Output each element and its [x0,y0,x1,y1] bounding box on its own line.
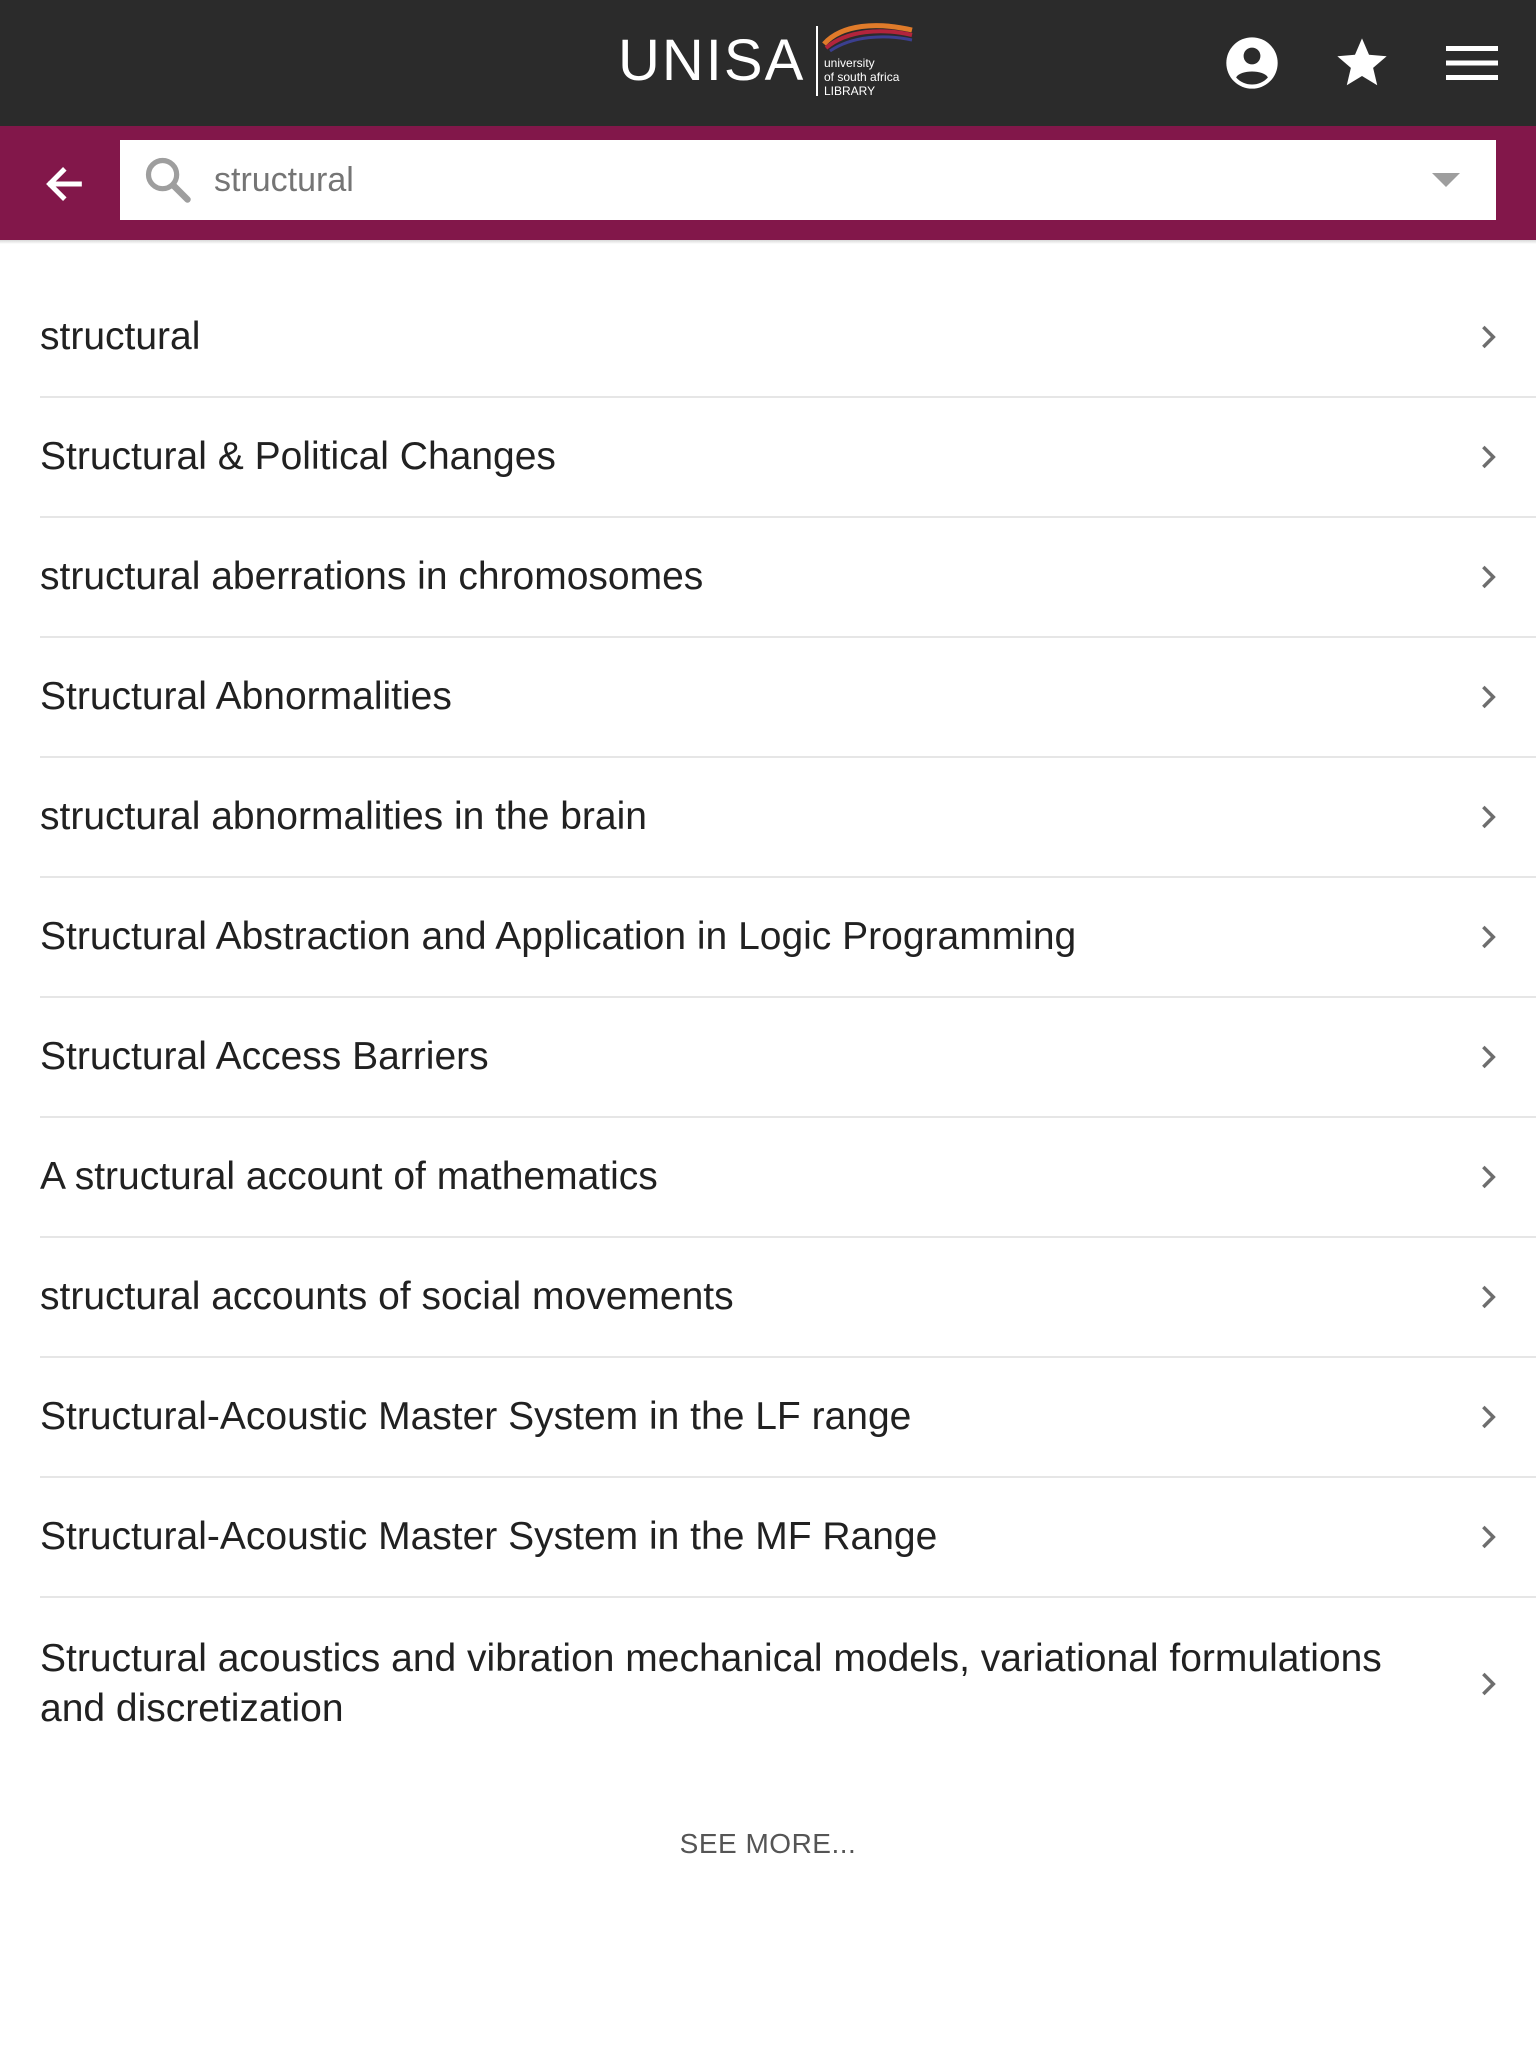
back-button[interactable] [30,150,98,218]
chevron-right-icon [1472,321,1504,353]
favorites-button[interactable] [1332,33,1392,93]
chevron-right-icon [1472,681,1504,713]
chevron-right-icon [1472,441,1504,473]
app-header [0,0,1536,126]
chevron-right-icon [1472,561,1504,593]
chevron-right-icon [1472,1521,1504,1553]
account-circle-icon [1224,35,1280,91]
menu-button[interactable] [1442,33,1502,93]
logo-sub-line-2: of south africa [824,70,900,84]
search-input[interactable] [214,140,1394,220]
suggestion-item[interactable] [40,638,1536,758]
suggestion-label: structural [40,315,201,358]
chevron-right-icon [1472,1041,1504,1073]
search-box[interactable] [120,140,1496,220]
suggestion-label: structural aberrations in chromosomes [40,555,704,598]
suggestion-item[interactable] [40,398,1536,518]
chevron-right-icon [1472,1281,1504,1313]
suggestion-item[interactable] [40,1118,1536,1238]
suggestion-label: Structural Abstraction and Application in Logic Programming [40,915,1077,958]
suggestion-item[interactable] [40,278,1536,398]
suggestion-item[interactable] [40,1598,1536,1770]
suggestion-label: Structural-Acoustic Master System in the MF Range [40,1515,938,1558]
chevron-right-icon [1472,1668,1504,1700]
logo-swoosh-icon [822,22,914,52]
suggestion-item[interactable] [40,878,1536,998]
suggestion-label: Structural-Acoustic Master System in the LF range [40,1395,912,1438]
chevron-right-icon [1472,1161,1504,1193]
suggestion-label: Structural & Political Changes [40,435,556,478]
suggestion-item[interactable] [40,998,1536,1118]
logo-wordmark: UNISA [618,28,806,93]
account-button[interactable] [1222,33,1282,93]
suggestion-item[interactable] [40,1238,1536,1358]
suggestion-label: structural accounts of social movements [40,1275,734,1318]
suggestion-label: A structural account of mathematics [40,1155,658,1198]
see-more-link[interactable]: SEE MORE... [679,1828,857,1859]
unisa-library-logo[interactable] [618,22,918,104]
caret-down-icon [1431,172,1461,188]
logo-subtitle [824,56,899,98]
logo-divider [816,26,818,96]
logo-sub-line-3: LIBRARY [824,84,876,98]
suggestion-label: structural abnormalities in the brain [40,795,647,838]
arrow-left-icon [41,161,87,207]
logo-sub-line-1: university [824,56,875,70]
search-bar-shadow [0,240,1536,244]
magnifier-icon [142,154,194,206]
chevron-right-icon [1472,801,1504,833]
suggestion-item[interactable] [40,1358,1536,1478]
search-options-dropdown[interactable] [1426,160,1466,200]
suggestion-label: Structural acoustics and vibration mechanical models, variational formulations and discretization [40,1637,1382,1730]
suggestion-label: Structural Abnormalities [40,675,452,718]
star-icon [1333,34,1391,92]
suggestion-list [0,278,1536,1770]
chevron-right-icon [1472,921,1504,953]
suggestion-item[interactable] [40,758,1536,878]
search-bar [0,126,1536,240]
suggestion-item[interactable] [40,1478,1536,1598]
suggestion-label: Structural Access Barriers [40,1035,489,1078]
suggestion-item[interactable] [40,518,1536,638]
chevron-right-icon [1472,1401,1504,1433]
hamburger-menu-icon [1446,43,1498,83]
